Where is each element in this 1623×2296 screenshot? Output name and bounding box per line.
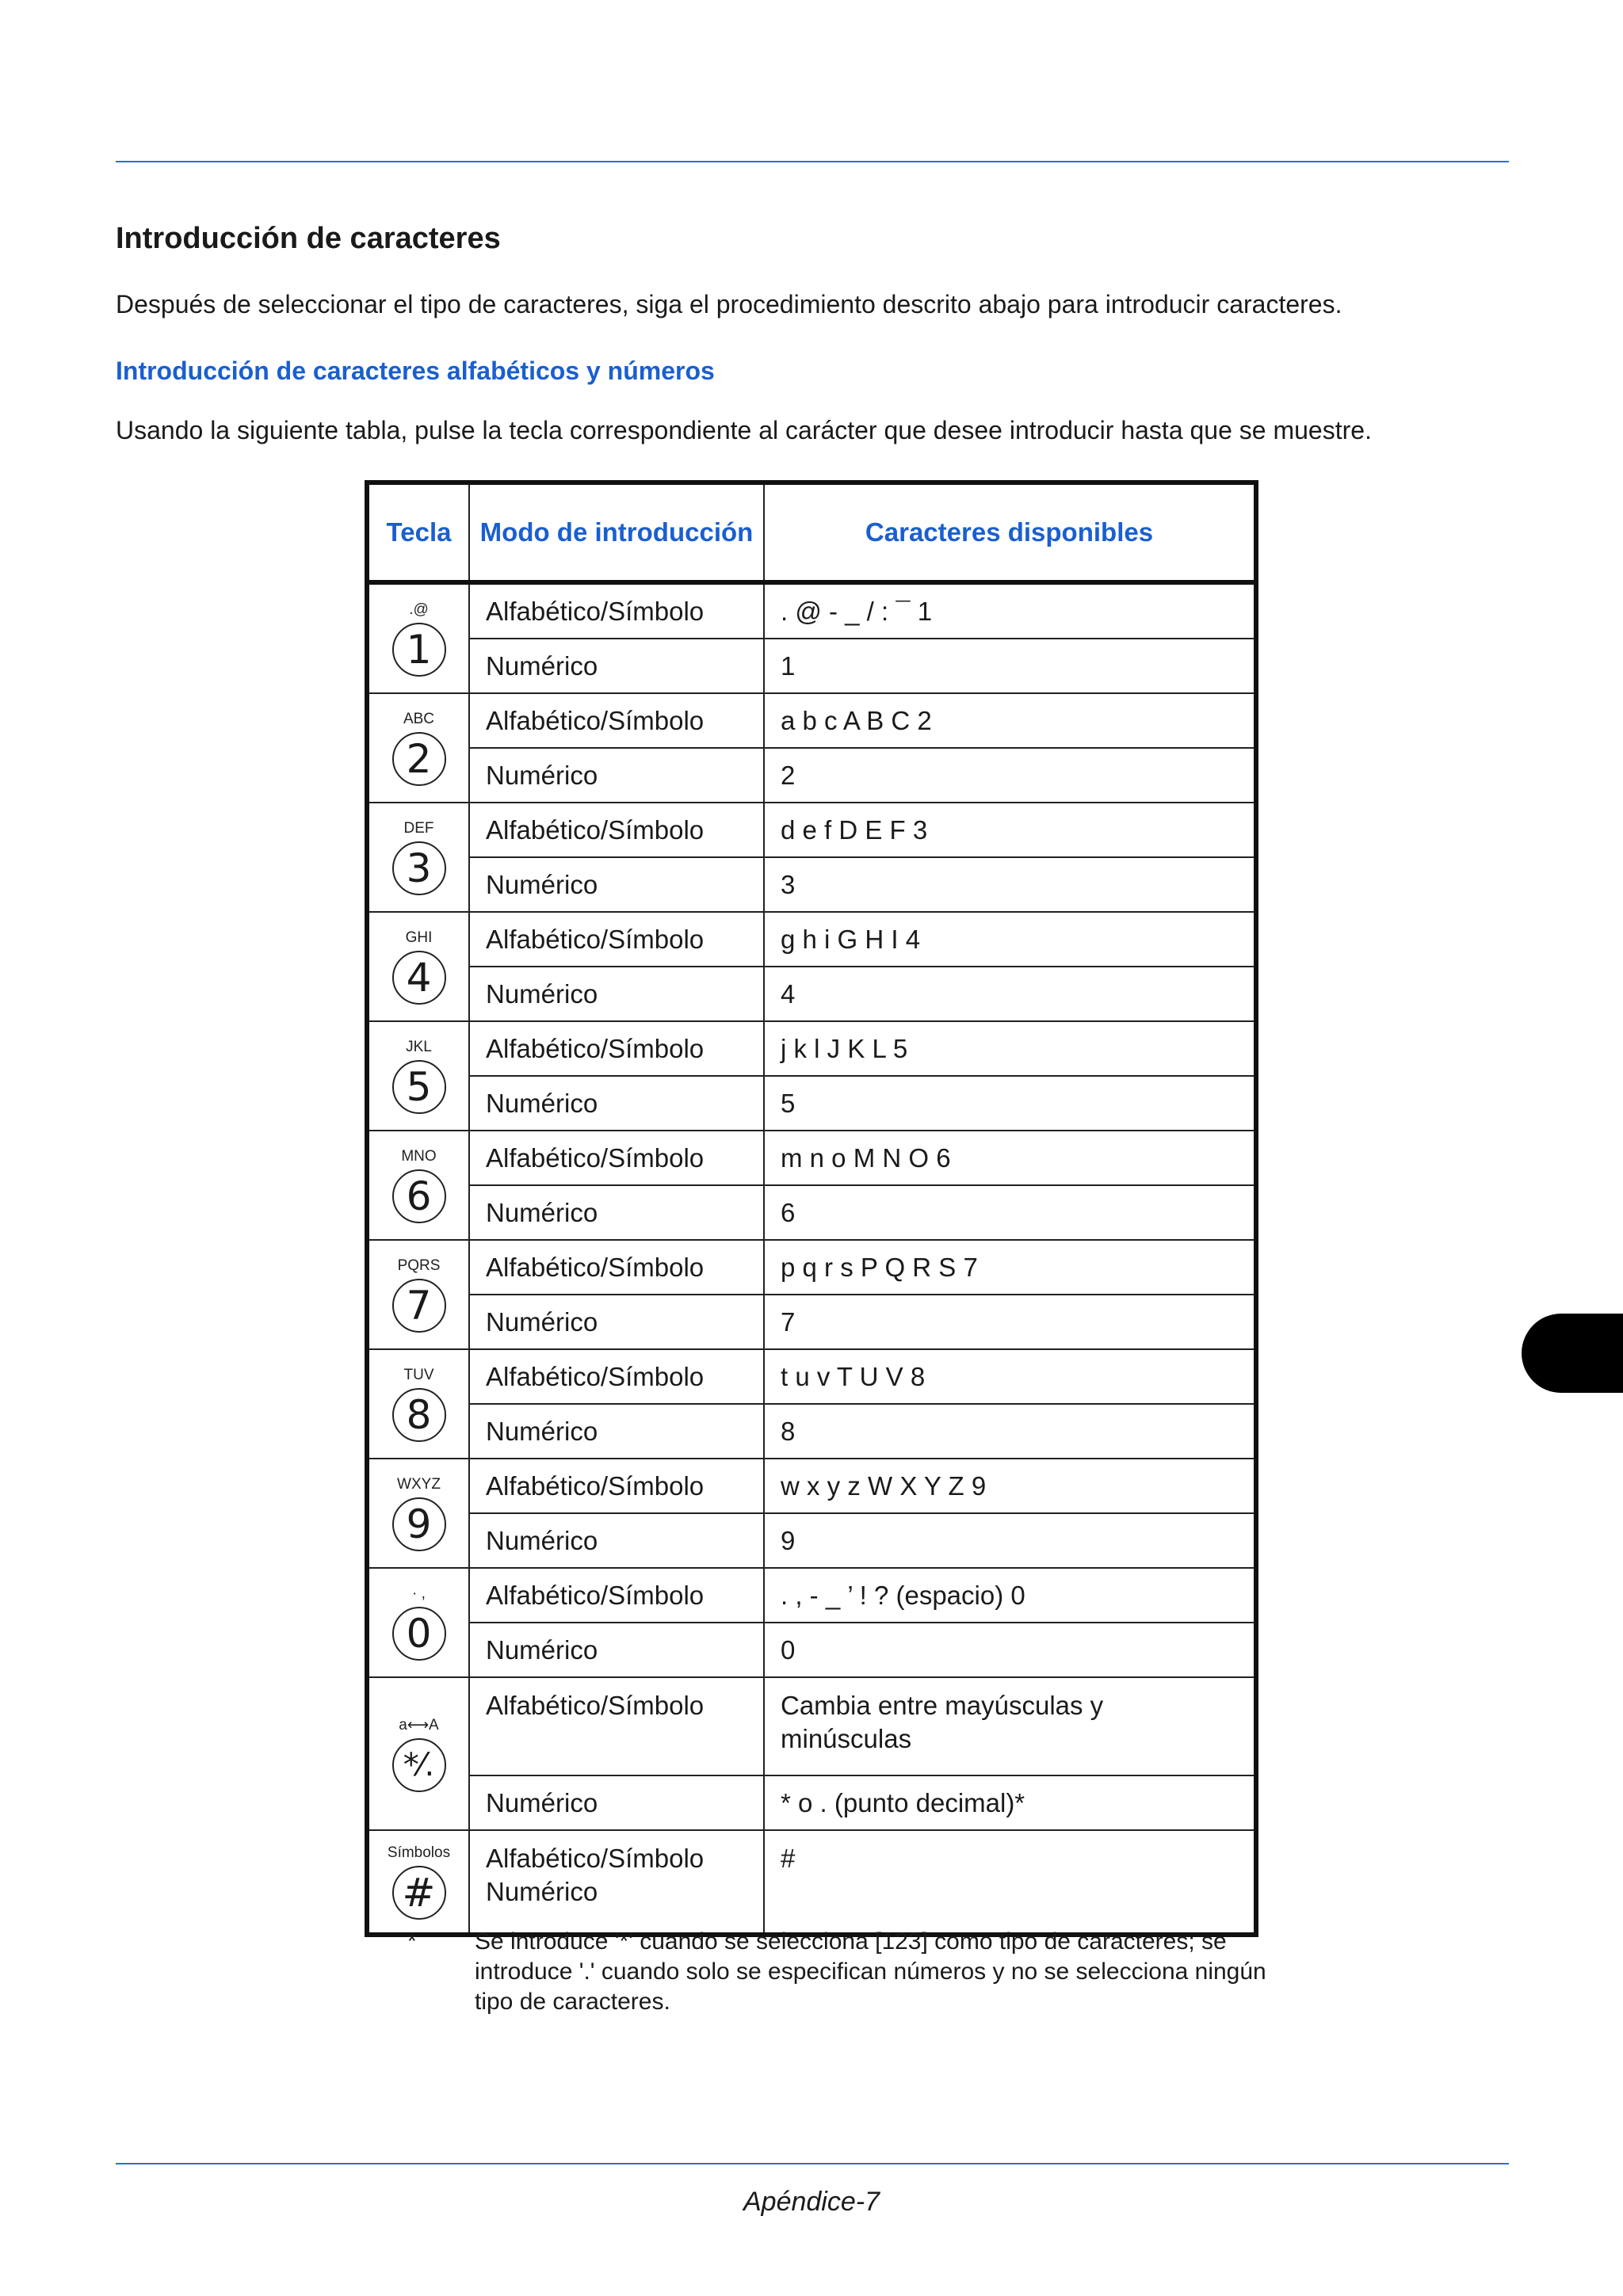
key-cell [367, 582, 469, 693]
key-letters-label: a⟷A [399, 1716, 439, 1733]
chars-cell: 2 [764, 748, 1256, 803]
table-row [367, 1623, 1256, 1677]
mode-cell [469, 1830, 764, 1935]
chars-cell: a b c A B C 2 [764, 693, 1256, 748]
table-row [367, 582, 1256, 639]
mode-cell: Alfabético/Símbolo [469, 1349, 764, 1404]
table-row [367, 1295, 1256, 1349]
mode-cell: Alfabético/Símbolo [469, 693, 764, 748]
key-button [369, 1585, 468, 1661]
table-row [367, 1021, 1256, 1076]
key-digit-icon: 1 [392, 623, 446, 677]
key-letters-label: · , [412, 1585, 426, 1602]
table-row [367, 748, 1256, 803]
mode-cell: Numérico [469, 1295, 764, 1349]
mode-cell: Alfabético/Símbolo [469, 803, 764, 857]
key-button [369, 1147, 468, 1223]
mode-line: Numérico [486, 1877, 598, 1906]
mode-line: Alfabético/Símbolo [486, 1844, 705, 1873]
section-subheading: Introducción de caracteres alfabéticos y números [116, 357, 715, 385]
mode-cell: Alfabético/Símbolo [469, 582, 764, 639]
key-digit-icon: 2 [392, 732, 446, 786]
key-letters-label: JKL [406, 1039, 432, 1055]
table-row [367, 1513, 1256, 1568]
table-row [367, 1830, 1256, 1935]
table-row [367, 1404, 1256, 1459]
chars-cell: Cambia entre mayúsculas y minúsculas [764, 1677, 1256, 1775]
chapter-tab-marker [1522, 1314, 1623, 1393]
footnote-text: Se introduce '*' cuando se selecciona [123] como tipo de caracteres; se introduce '.' cuando solo se especifican números y no se selecciona ningún tipo de caracteres. [475, 1928, 1266, 2015]
key-button [369, 929, 468, 1005]
key-button [369, 710, 468, 786]
key-digit-icon: 3 [392, 841, 446, 895]
key-letters-label: .@ [409, 601, 429, 618]
table-row [367, 1459, 1256, 1513]
key-letters-label: TUV [403, 1367, 434, 1383]
mode-cell: Numérico [469, 967, 764, 1021]
table-row [367, 1349, 1256, 1404]
chars-cell: 4 [764, 967, 1256, 1021]
key-button [369, 1716, 468, 1792]
intro-paragraph: Después de seleccionar el tipo de caracteres, siga el procedimiento descrito abajo para introducir caracteres. [116, 290, 1342, 318]
chars-cell: p q r s P Q R S 7 [764, 1240, 1256, 1295]
footer-rule [116, 2163, 1509, 2164]
key-letters-label: PQRS [397, 1257, 441, 1274]
chars-cell: # [764, 1830, 1256, 1935]
key-letters-label: DEF [403, 820, 434, 837]
table-row [367, 1131, 1256, 1185]
page-number: Apéndice-7 [743, 2187, 880, 2217]
page-title: Introducción de caracteres [116, 222, 501, 255]
key-digit-icon: 9 [392, 1497, 446, 1551]
mode-cell: Numérico [469, 639, 764, 693]
mode-cell: Alfabético/Símbolo [469, 1459, 764, 1513]
table-row [367, 857, 1256, 912]
mode-cell: Numérico [469, 1775, 764, 1830]
key-digit-icon: 5 [392, 1060, 446, 1114]
footnote-marker: * [407, 1928, 417, 1955]
table-row [367, 1240, 1256, 1295]
key-letters-label: MNO [401, 1148, 437, 1165]
key-digit-icon: *⁄. [392, 1738, 446, 1792]
table-row [367, 1076, 1256, 1131]
key-button [369, 1257, 468, 1333]
key-button [369, 1366, 468, 1442]
chars-cell: 6 [764, 1185, 1256, 1240]
chars-cell: 1 [764, 639, 1256, 693]
chars-cell: d e f D E F 3 [764, 803, 1256, 857]
mode-cell: Alfabético/Símbolo [469, 912, 764, 967]
table-intro-paragraph: Usando la siguiente tabla, pulse la tecla correspondiente al carácter que desee introducir hasta que se muestre. [116, 416, 1372, 444]
table-body [367, 582, 1256, 1935]
key-cell [367, 1677, 469, 1830]
key-button [369, 1475, 468, 1551]
key-cell [367, 1021, 469, 1131]
mode-cell: Numérico [469, 748, 764, 803]
mode-cell: Numérico [469, 1185, 764, 1240]
mode-cell: Alfabético/Símbolo [469, 1240, 764, 1295]
key-button [369, 601, 468, 677]
chars-cell: . @ - _ / : ¯ 1 [764, 582, 1256, 639]
chars-cell: t u v T U V 8 [764, 1349, 1256, 1404]
table-header-row [367, 482, 1256, 582]
mode-cell: Alfabético/Símbolo [469, 1677, 764, 1775]
mode-cell: Numérico [469, 1513, 764, 1568]
chars-cell: m n o M N O 6 [764, 1131, 1256, 1185]
table-row [367, 693, 1256, 748]
chars-cell: 3 [764, 857, 1256, 912]
key-digit-icon: 4 [392, 951, 446, 1005]
key-digit-icon: 0 [392, 1607, 446, 1661]
key-button [369, 819, 468, 895]
mode-cell: Alfabético/Símbolo [469, 1131, 764, 1185]
key-button [369, 1844, 468, 1920]
header-key: Tecla [367, 482, 469, 582]
key-cell [367, 1131, 469, 1240]
chars-cell: . , - _ ’ ! ? (espacio) 0 [764, 1568, 1256, 1623]
key-cell [367, 1240, 469, 1349]
table-row [367, 967, 1256, 1021]
header-rule [116, 161, 1509, 162]
key-letters-label: GHI [405, 929, 433, 946]
key-letters-label: WXYZ [397, 1476, 441, 1493]
header-mode: Modo de introducción [469, 482, 764, 582]
table-row [367, 1568, 1256, 1623]
key-cell [367, 1459, 469, 1568]
chars-cell: g h i G H I 4 [764, 912, 1256, 967]
table-row [367, 912, 1256, 967]
key-digit-icon: # [392, 1866, 446, 1920]
chars-cell: 5 [764, 1076, 1256, 1131]
key-digit-icon: 6 [392, 1169, 446, 1223]
key-letters-label: ABC [403, 711, 435, 727]
key-character-table [365, 480, 1258, 1937]
table-row [367, 803, 1256, 857]
chars-cell: 0 [764, 1623, 1256, 1677]
table-row [367, 1775, 1256, 1830]
table-row [367, 1185, 1256, 1240]
mode-cell: Numérico [469, 857, 764, 912]
key-cell [367, 693, 469, 803]
key-cell [367, 803, 469, 912]
mode-cell: Numérico [469, 1404, 764, 1459]
chars-cell: * o . (punto decimal)* [764, 1775, 1256, 1830]
key-cell [367, 1349, 469, 1459]
mode-cell: Alfabético/Símbolo [469, 1021, 764, 1076]
chars-cell: w x y z W X Y Z 9 [764, 1459, 1256, 1513]
key-cell [367, 912, 469, 1021]
key-cell [367, 1830, 469, 1935]
chars-cell: 9 [764, 1513, 1256, 1568]
mode-cell: Alfabético/Símbolo [469, 1568, 764, 1623]
key-digit-icon: 8 [392, 1388, 446, 1442]
mode-cell: Numérico [469, 1623, 764, 1677]
chars-cell: j k l J K L 5 [764, 1021, 1256, 1076]
key-cell [367, 1568, 469, 1677]
mode-cell: Numérico [469, 1076, 764, 1131]
chars-cell: 7 [764, 1295, 1256, 1349]
key-letters-label: Símbolos [387, 1844, 451, 1861]
key-button [369, 1038, 468, 1114]
table-row [367, 639, 1256, 693]
chars-cell: 8 [764, 1404, 1256, 1459]
key-digit-icon: 7 [392, 1279, 446, 1333]
table-row [367, 1677, 1256, 1775]
header-chars: Caracteres disponibles [764, 482, 1256, 582]
